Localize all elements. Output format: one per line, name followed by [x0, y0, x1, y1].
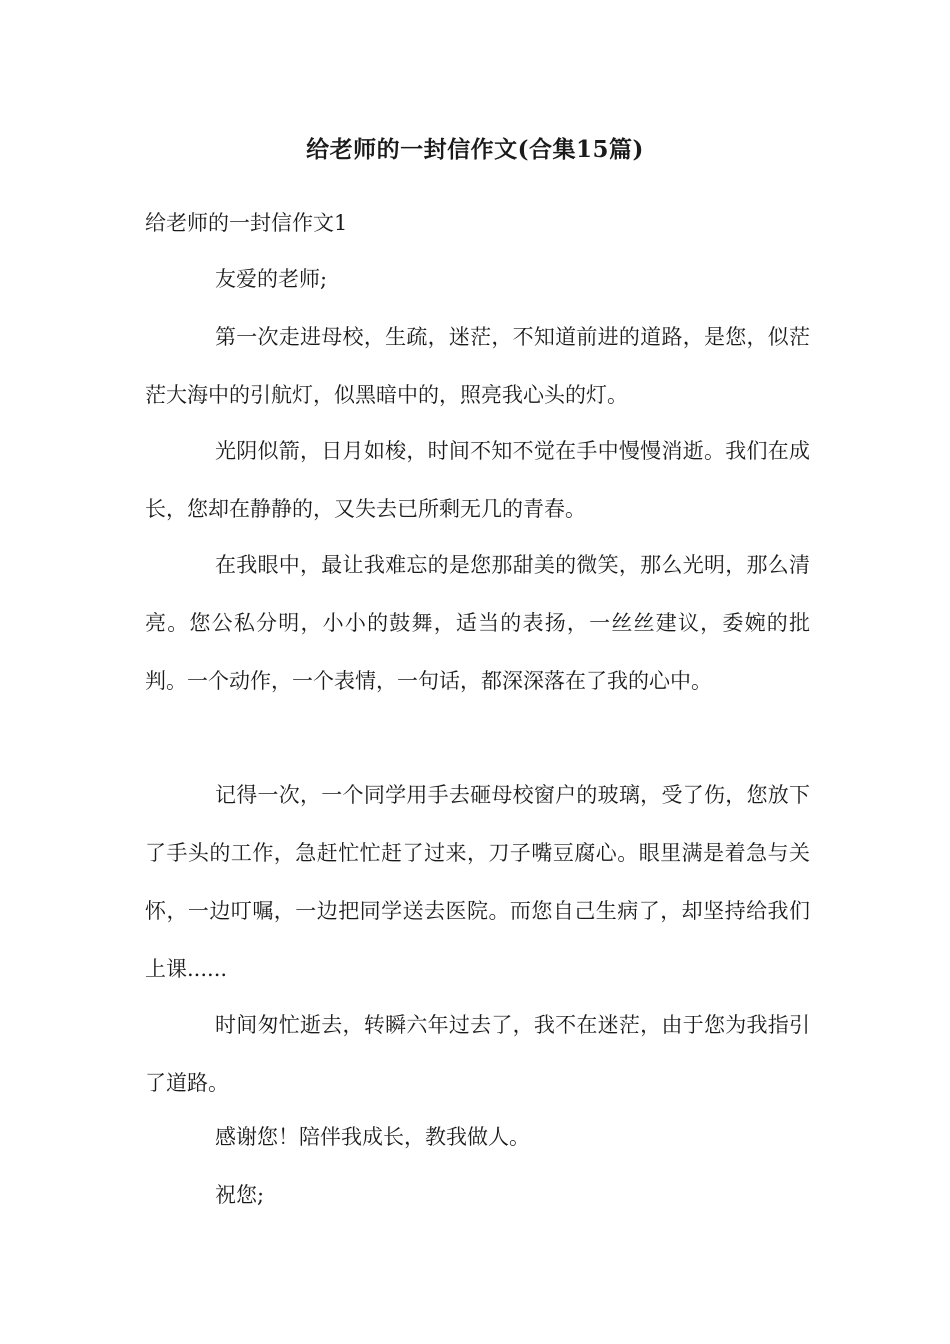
document-title: 给老师的一封信作文(合集15篇) [306, 136, 644, 163]
paragraph-salutation: 友爱的老师; [215, 267, 328, 291]
paragraph-5: 时间匆忙逝去，转瞬六年过去了，我不在迷茫，由于您为我指引了道路。 [145, 1013, 810, 1095]
paragraph-closing: 祝您; [215, 1183, 265, 1207]
paragraph-2: 光阴似箭，日月如梭，时间不知不觉在手中慢慢消逝。我们在成长，您却在静静的，又失去已所剩无几的青春。 [145, 439, 810, 521]
paragraph-3: 在我眼中，最让我难忘的是您那甜美的微笑，那么光明，那么清亮。您公私分明，小小的鼓舞，适当的表扬，一丝丝建议，委婉的批判。一个动作，一个表情，一句话，都深深落在了我的心中。 [145, 553, 810, 693]
paragraph-1: 第一次走进母校，生疏，迷茫，不知道前进的道路，是您，似茫茫大海中的引航灯，似黑暗中的，照亮我心头的灯。 [145, 325, 810, 407]
paragraph-6: 感谢您！陪伴我成长，教我做人。 [215, 1125, 530, 1149]
section-heading: 给老师的一封信作文1 [145, 211, 348, 235]
paragraph-4: 记得一次，一个同学用手去砸母校窗户的玻璃，受了伤，您放下了手头的工作，急赶忙忙赶了过来，刀子嘴豆腐心。眼里满是着急与关怀，一边叮嘱，一边把同学送去医院。而您自己生病了，却坚持给我们上课...... [145, 783, 810, 981]
